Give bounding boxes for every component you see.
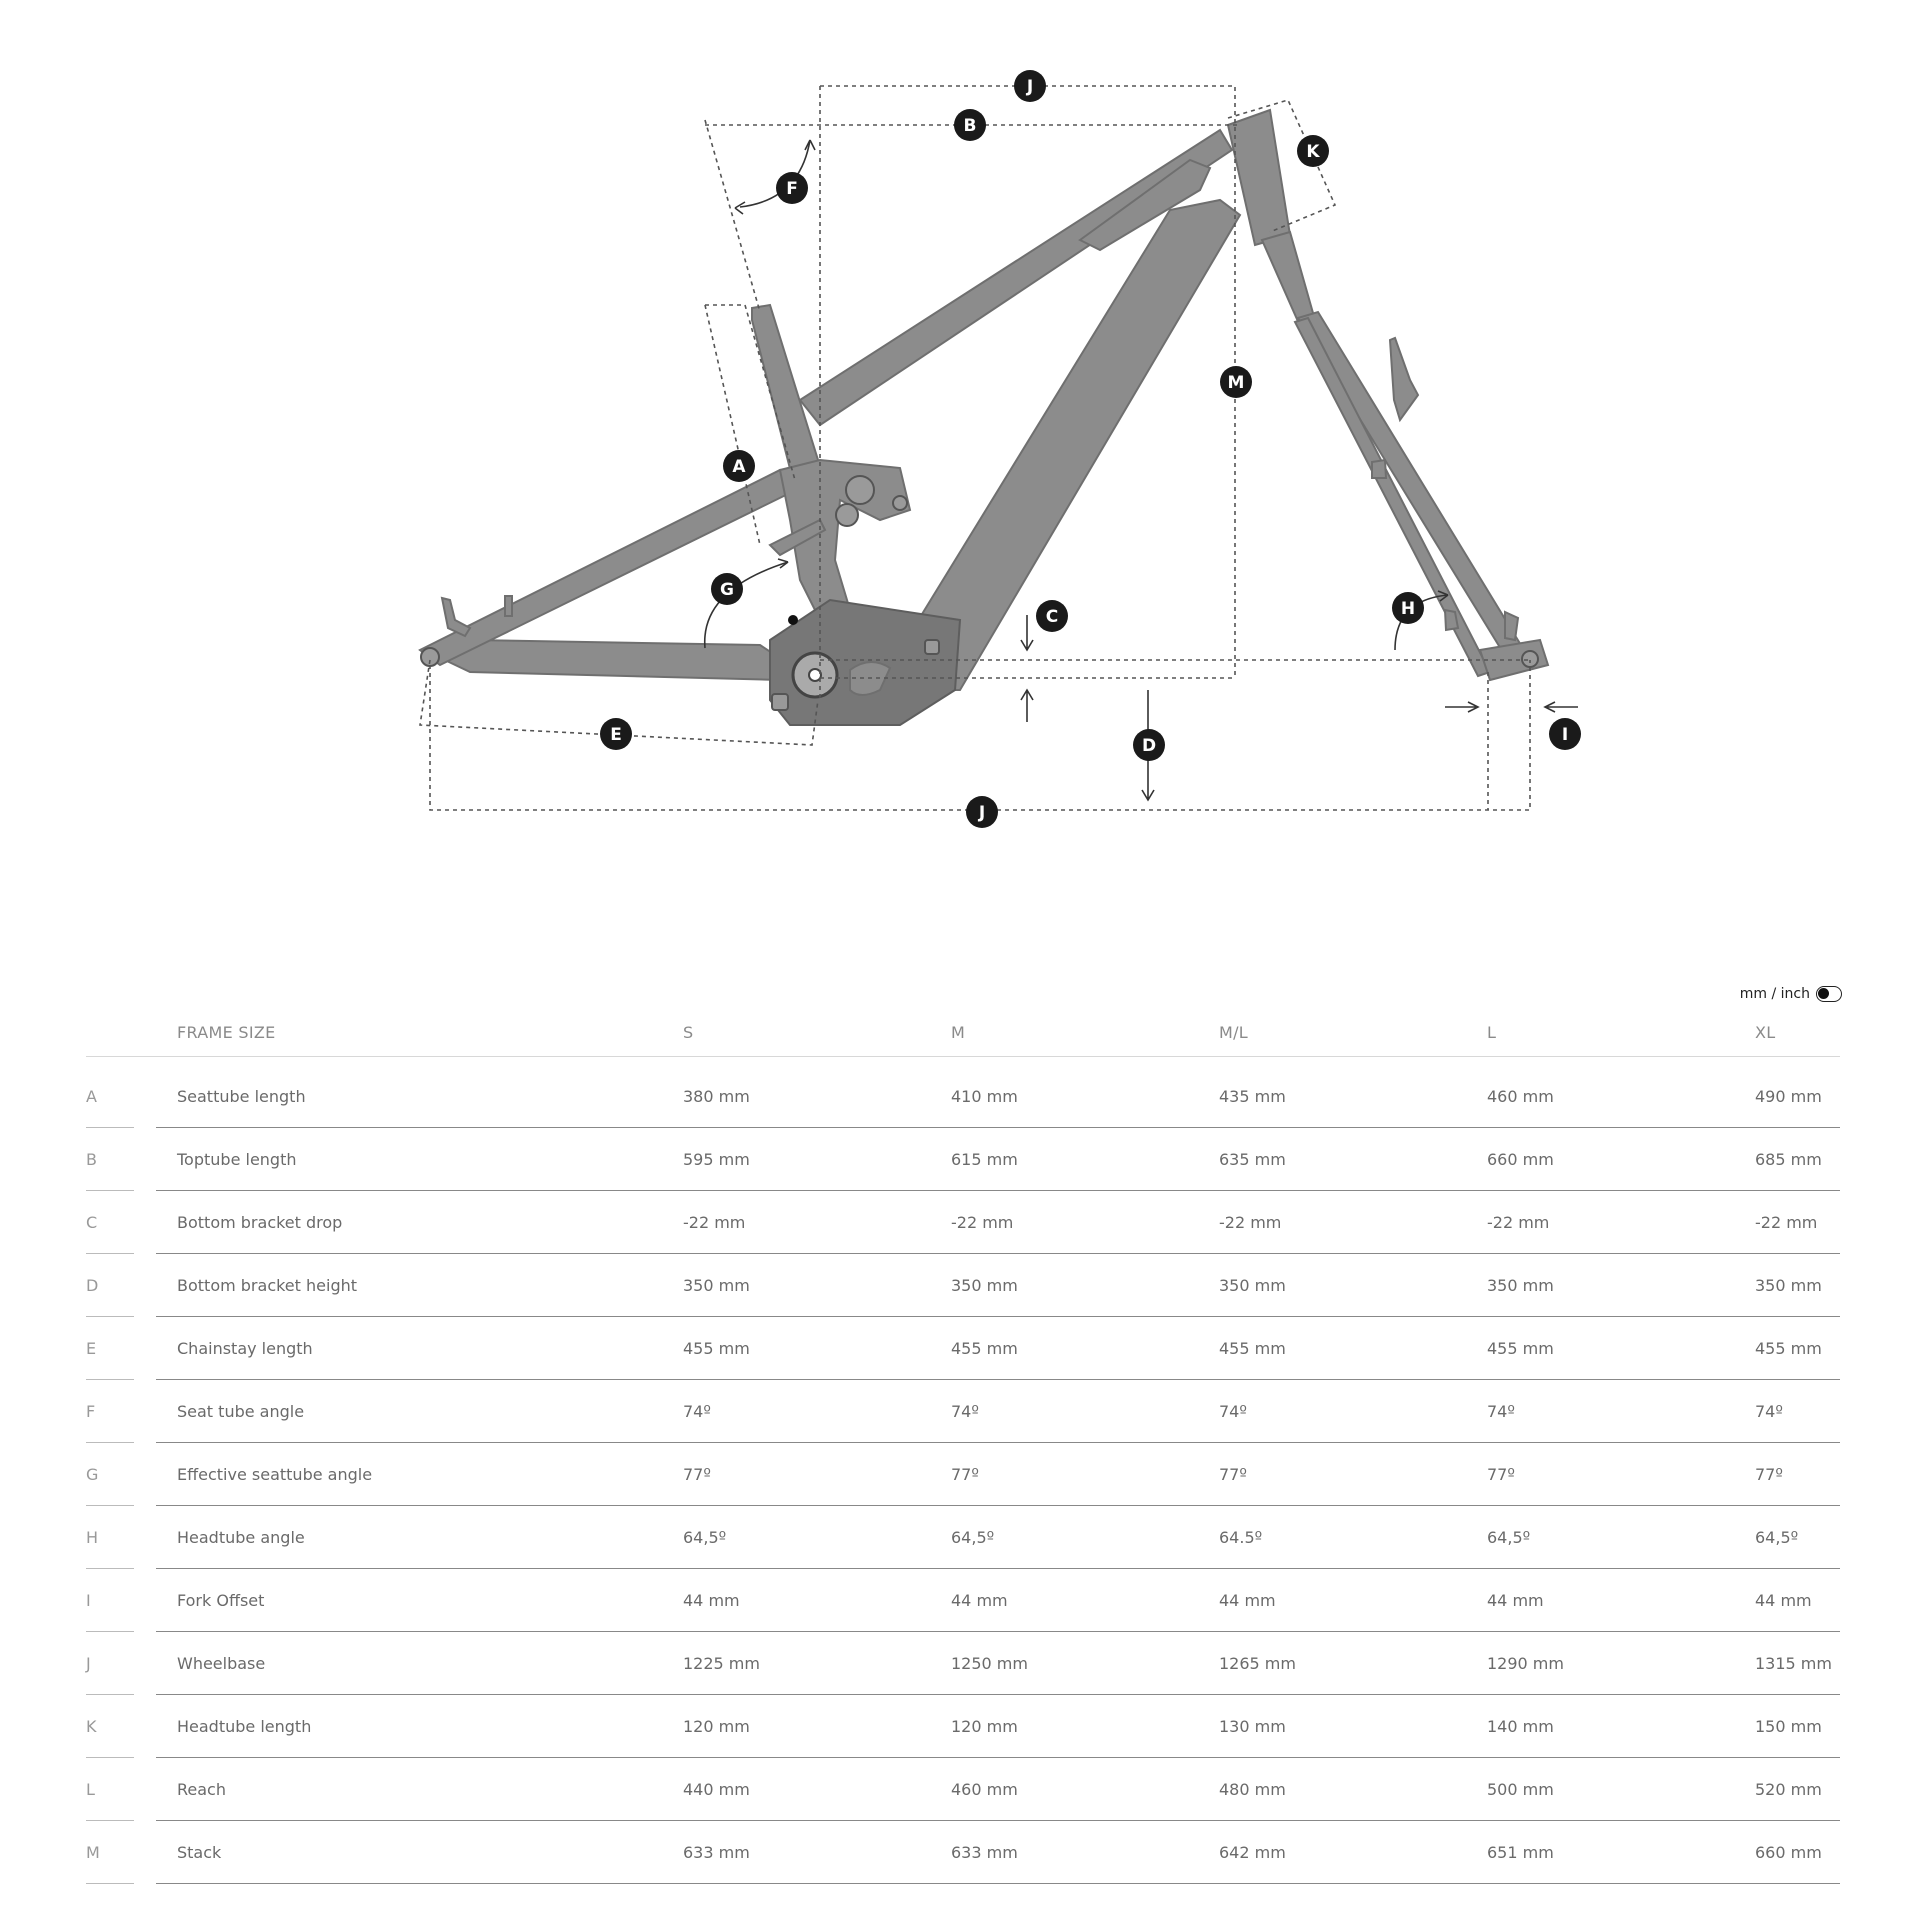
svg-text:G: G [720,580,734,600]
svg-text:B: B [963,116,977,136]
row-label: Chainstay length [177,1339,313,1358]
frame-size-header: FRAME SIZE [177,1023,276,1042]
svg-text:C: C [1045,607,1059,627]
row-letter: I [86,1591,91,1610]
marker-a [723,450,755,482]
marker-m [1220,366,1252,398]
row-letter: H [86,1528,99,1547]
value-ml: -22 mm [1219,1213,1282,1232]
row-label: Stack [177,1843,222,1862]
value-ml: 435 mm [1219,1087,1286,1106]
table-row [86,1821,1840,1884]
value-xl: 350 mm [1755,1276,1822,1295]
row-letter: B [86,1150,97,1169]
value-l: 500 mm [1487,1780,1554,1799]
value-m: 410 mm [951,1087,1018,1106]
marker-f [776,172,808,204]
table-row [86,1191,1840,1254]
table-row [86,1380,1840,1443]
size-header-s: S [683,1023,694,1042]
toggle-knob [1818,988,1829,999]
table-row [86,1128,1840,1191]
value-xl: 44 mm [1755,1591,1812,1610]
unit-toggle-label: mm / inch [1739,986,1810,1002]
value-s: 74º [683,1402,711,1421]
value-m: -22 mm [951,1213,1014,1232]
value-s: 595 mm [683,1150,750,1169]
geometry-table [86,1010,1840,1884]
value-xl: -22 mm [1755,1213,1818,1232]
svg-text:J: J [978,803,986,823]
marker-c [1036,600,1068,632]
table-row [86,1506,1840,1569]
row-letter: E [86,1339,97,1358]
frame-geometry-diagram [0,0,1920,880]
value-ml: 1265 mm [1219,1654,1296,1673]
row-letter: A [86,1087,97,1106]
row-divider-short [86,1883,134,1884]
table-row [86,1695,1840,1758]
value-m: 350 mm [951,1276,1018,1295]
row-label: Seattube length [177,1087,306,1106]
value-m: 77º [951,1465,979,1484]
unit-toggle[interactable] [1740,986,1842,1002]
value-ml: 44 mm [1219,1591,1276,1610]
table-row [86,1632,1840,1695]
row-label: Toptube length [177,1150,297,1169]
dimension-lines [420,86,1578,810]
value-l: 44 mm [1487,1591,1544,1610]
marker-h [1392,592,1424,624]
row-label: Headtube angle [177,1528,305,1547]
row-label: Bottom bracket height [177,1276,358,1295]
value-ml: 74º [1219,1402,1247,1421]
row-letter: C [86,1213,98,1232]
value-l: -22 mm [1487,1213,1550,1232]
value-l: 77º [1487,1465,1515,1484]
row-letter: G [86,1465,99,1484]
table-row [86,1254,1840,1317]
value-l: 350 mm [1487,1276,1554,1295]
row-label: Headtube length [177,1717,312,1736]
marker-e [600,718,632,750]
value-ml: 480 mm [1219,1780,1286,1799]
value-m: 460 mm [951,1780,1018,1799]
row-label: Bottom bracket drop [177,1213,343,1232]
value-l: 64,5º [1487,1528,1531,1547]
value-l: 1290 mm [1487,1654,1564,1673]
value-xl: 520 mm [1755,1780,1822,1799]
row-letter: J [86,1654,91,1673]
row-letter: K [86,1717,97,1736]
value-l: 455 mm [1487,1339,1554,1358]
value-ml: 350 mm [1219,1276,1286,1295]
value-ml: 455 mm [1219,1339,1286,1358]
value-ml: 64.5º [1219,1528,1263,1547]
table-header [86,1010,1840,1057]
row-letter: F [86,1402,96,1421]
value-s: -22 mm [683,1213,746,1232]
marker-k [1297,135,1329,167]
value-l: 140 mm [1487,1717,1554,1736]
value-l: 651 mm [1487,1843,1554,1862]
svg-text:A: A [732,457,746,477]
value-s: 350 mm [683,1276,750,1295]
svg-text:E: E [610,725,622,745]
size-header-ml: M/L [1219,1023,1249,1042]
size-header-m: M [951,1023,966,1042]
value-ml: 77º [1219,1465,1247,1484]
marker-d [1133,729,1165,761]
table-row [86,1443,1840,1506]
svg-text:F: F [786,179,798,199]
value-l: 460 mm [1487,1087,1554,1106]
row-label: Seat tube angle [177,1402,305,1421]
value-s: 633 mm [683,1843,750,1862]
value-s: 64,5º [683,1528,727,1547]
size-header-l: L [1487,1023,1497,1042]
marker-l [1014,70,1046,102]
table-row [86,1317,1840,1380]
value-xl: 64,5º [1755,1528,1799,1547]
value-ml: 635 mm [1219,1150,1286,1169]
bike-frame-illustration [420,110,1548,725]
row-letter: D [86,1276,99,1295]
marker-b [954,109,986,141]
value-l: 660 mm [1487,1150,1554,1169]
row-label: Wheelbase [177,1654,266,1673]
svg-text:H: H [1400,599,1416,619]
value-m: 633 mm [951,1843,1018,1862]
value-m: 615 mm [951,1150,1018,1169]
value-xl: 685 mm [1755,1150,1822,1169]
marker-j [966,796,998,828]
toggle-switch[interactable] [1816,986,1842,1002]
row-label: Fork Offset [177,1591,265,1610]
svg-text:D: D [1141,736,1157,756]
value-l: 74º [1487,1402,1515,1421]
value-m: 1250 mm [951,1654,1028,1673]
row-letter: L [86,1780,95,1799]
value-xl: 455 mm [1755,1339,1822,1358]
value-m: 64,5º [951,1528,995,1547]
table-row [86,1758,1840,1821]
value-m: 74º [951,1402,979,1421]
svg-text:K: K [1306,142,1320,162]
marker-g [711,573,743,605]
row-divider [156,1883,1840,1884]
value-m: 120 mm [951,1717,1018,1736]
svg-text:I: I [1561,725,1569,745]
row-label: Effective seattube angle [177,1465,373,1484]
value-ml: 642 mm [1219,1843,1286,1862]
value-s: 380 mm [683,1087,750,1106]
row-letter: M [86,1843,100,1862]
table-row [86,1569,1840,1632]
table-body [86,1065,1840,1884]
value-xl: 660 mm [1755,1843,1822,1862]
value-xl: 74º [1755,1402,1783,1421]
row-label: Reach [177,1780,226,1799]
value-s: 77º [683,1465,711,1484]
value-m: 44 mm [951,1591,1008,1610]
value-s: 440 mm [683,1780,750,1799]
value-xl: 150 mm [1755,1717,1822,1736]
size-header-xl: XL [1755,1023,1776,1042]
marker-i [1549,718,1581,750]
value-s: 120 mm [683,1717,750,1736]
value-s: 455 mm [683,1339,750,1358]
svg-text:M: M [1227,373,1245,393]
value-s: 1225 mm [683,1654,760,1673]
value-ml: 130 mm [1219,1717,1286,1736]
value-xl: 490 mm [1755,1087,1822,1106]
table-row [86,1065,1840,1128]
value-xl: 1315 mm [1755,1654,1832,1673]
value-xl: 77º [1755,1465,1783,1484]
svg-text:J: J [1026,77,1034,97]
value-m: 455 mm [951,1339,1018,1358]
value-s: 44 mm [683,1591,740,1610]
